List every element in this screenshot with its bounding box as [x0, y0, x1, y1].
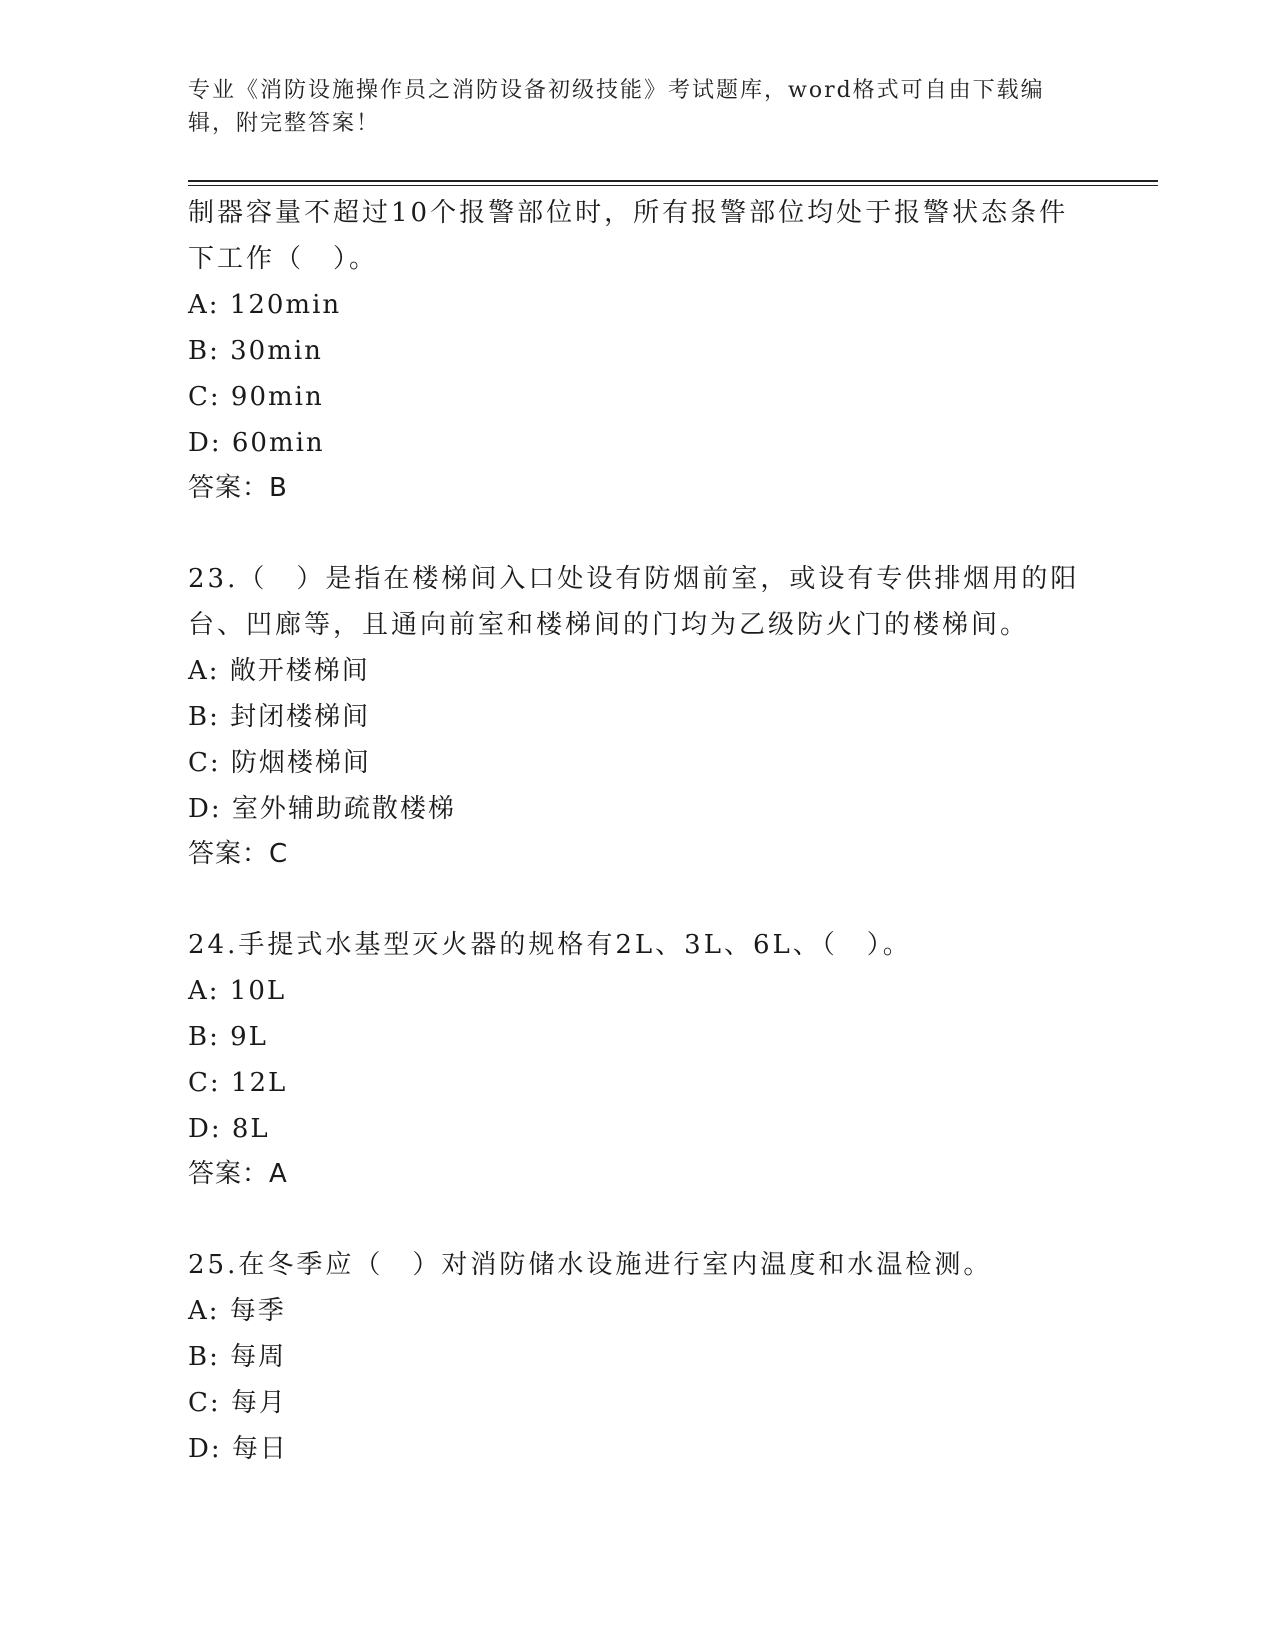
question-text-line: 24.手提式水基型灭火器的规格有2L、3L、6L、（ ）。: [188, 930, 912, 960]
option-b: B: 封闭楼梯间: [188, 702, 371, 732]
question-text-line: 23.（ ）是指在楼梯间入口处设有防烟前室，或设有专供排烟用的阳: [188, 564, 1080, 594]
option-d: D: 每日: [188, 1434, 288, 1464]
answer-line: 答案：B: [188, 473, 288, 503]
question-text-line: 制器容量不超过10个报警部位时，所有报警部位均处于报警状态条件: [188, 198, 1069, 228]
question-text-line: 下工作（ ）。: [188, 244, 379, 274]
question-text-line: 25.在冬季应（ ）对消防储水设施进行室内温度和水温检测。: [188, 1250, 993, 1280]
option-b: B: 9L: [188, 1022, 268, 1052]
option-a: A: 10L: [188, 976, 287, 1006]
option-a: A: 每季: [188, 1296, 286, 1326]
answer-line: 答案：A: [188, 1159, 288, 1189]
option-a: A: 120min: [188, 290, 342, 320]
option-list: [188, 968, 1088, 1152]
option-list: [188, 1288, 1088, 1472]
header-divider-thick: [188, 180, 1158, 182]
question-22: [188, 190, 1088, 510]
option-c: C: 每月: [188, 1388, 287, 1418]
question-23: [188, 556, 1088, 876]
question-24: [188, 922, 1088, 1196]
option-c: C: 防烟楼梯间: [188, 748, 371, 778]
header-line-2: 辑，附完整答案！: [188, 111, 381, 136]
question-25: [188, 1242, 1088, 1472]
answer-line: 答案：C: [188, 839, 289, 869]
option-c: C: 12L: [188, 1068, 288, 1098]
option-b: B: 每周: [188, 1342, 287, 1372]
option-list: [188, 648, 1088, 832]
option-d: D: 室外辅助疏散楼梯: [188, 794, 456, 824]
option-d: D: 60min: [188, 428, 325, 458]
header-divider-thin: [188, 185, 1158, 186]
question-text-line: 台、凹廊等，且通向前室和楼梯间的门均为乙级防火门的楼梯间。: [188, 610, 1030, 640]
option-a: A: 敞开楼梯间: [188, 656, 370, 686]
page-header: [188, 74, 1068, 140]
header-line-1: 专业《消防设施操作员之消防设备初级技能》考试题库，word格式可自由下载编: [188, 78, 1045, 103]
option-c: C: 90min: [188, 382, 324, 412]
option-b: B: 30min: [188, 336, 323, 366]
question-list: [188, 190, 1088, 1518]
option-d: D: 8L: [188, 1114, 270, 1144]
option-list: [188, 282, 1088, 466]
